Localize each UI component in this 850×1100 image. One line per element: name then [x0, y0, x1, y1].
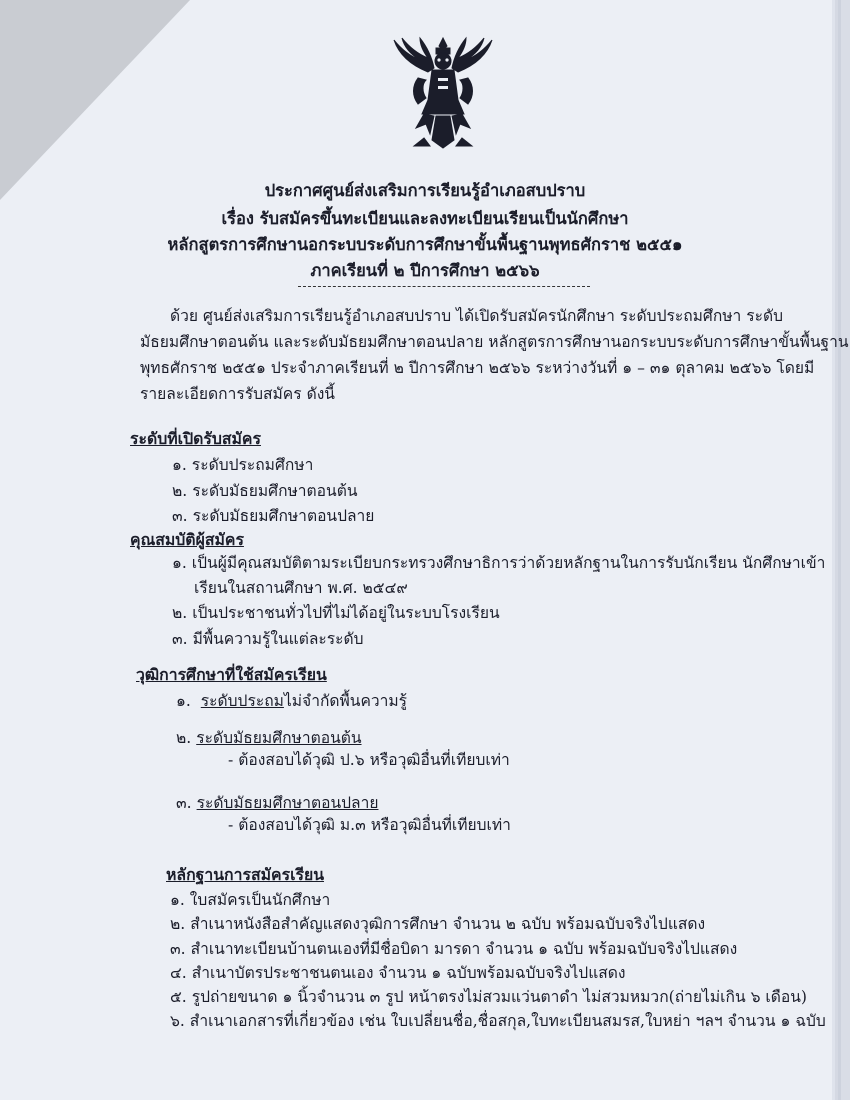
evidence-heading: หลักฐานการสมัครเรียน: [166, 865, 325, 884]
qualification-item: ๑. เป็นผู้มีคุณสมบัติตามระเบียบกระทรวงศึกษาธิการว่าด้วยหลักฐานในการรับนักเรียน นักศึกษาเข้า: [172, 554, 826, 572]
evidence-item: ๕. รูปถ่ายขนาด ๑ นิ้วจำนวน ๓ รูป หน้าตรงไม่สวมแว่นตาดำ ไม่สวมหมวก(ถ่ายไม่เกิน ๖ เดือน): [170, 988, 807, 1006]
education-item-1: [176, 688, 407, 713]
levels-heading: ระดับที่เปิดรับสมัคร: [130, 429, 261, 448]
announcement-subject: เรื่อง รับสมัครขึ้นทะเบียนและลงทะเบียนเรียนเป็นนักศึกษา: [221, 209, 629, 228]
evidence-item: ๑. ใบสมัครเป็นนักศึกษา: [170, 891, 331, 909]
item-number: ๑.: [176, 692, 191, 710]
evidence-item: ๖. สำเนาเอกสารที่เกี่ยวข้อง เช่น ใบเปลี่ยนชื่อ,ชื่อสกุล,ใบทะเบียนสมรส,ใบหย่า ฯลฯ จำนวน ๑ ฉบับ: [170, 1012, 826, 1030]
qualification-item: ๓. มีพื้นความรู้ในแต่ละระดับ: [172, 630, 364, 648]
item-number: ๒.: [176, 729, 192, 747]
item-label: ระดับมัธยมศึกษาตอนต้น: [196, 729, 362, 747]
folded-corner: [0, 0, 190, 200]
education-heading: วุฒิการศึกษาที่ใช้สมัครเรียน: [136, 665, 327, 684]
evidence-item: ๓. สำเนาทะเบียนบ้านตนเองที่มีชื่อบิดา มารดา จำนวน ๑ ฉบับ พร้อมฉบับจริงไปแสดง: [170, 940, 738, 958]
garuda-emblem-icon: [388, 34, 498, 152]
level-item: ๓. ระดับมัธยมศึกษาตอนปลาย: [172, 507, 375, 525]
qualifications-heading: คุณสมบัติผู้สมัคร: [130, 530, 244, 549]
level-item: ๒. ระดับมัธยมศึกษาตอนต้น: [172, 482, 358, 500]
evidence-item: ๒. สำเนาหนังสือสำคัญแสดงวุฒิการศึกษา จำนวน ๒ ฉบับ พร้อมฉบับจริงไปแสดง: [170, 915, 706, 933]
intro-line-1: ด้วย ศูนย์ส่งเสริมการเรียนรู้อำเภอสบปราบ ได้เปิดรับสมัครนักศึกษา ระดับประถมศึกษา ระดับ: [170, 307, 784, 325]
intro-line-2: มัธยมศึกษาตอนต้น และระดับมัธยมศึกษาตอนปลาย หลักสูตรการศึกษานอกระบบระดับการศึกษาขั้นพื้นฐาน: [140, 333, 849, 351]
education-note-3: - ต้องสอบได้วุฒิ ม.๓ หรือวุฒิอื่นที่เทียบเท่า: [228, 816, 511, 834]
intro-line-3: พุทธศักราช ๒๕๕๑ ประจำภาคเรียนที่ ๒ ปีการศึกษา ๒๕๖๖ ระหว่างวันที่ ๑ – ๓๑ ตุลาคม ๒๕๖๖ โดยมี: [140, 359, 815, 377]
item-label: ระดับมัธยมศึกษาตอนปลาย: [196, 794, 379, 812]
announcement-title: ประกาศศูนย์ส่งเสริมการเรียนรู้อำเภอสบปราบ: [264, 181, 586, 200]
qualification-item: ๒. เป็นประชาชนทั่วไปที่ไม่ได้อยู่ในระบบโรงเรียน: [172, 604, 500, 622]
item-label: ระดับประถม: [200, 692, 284, 710]
evidence-item: ๔. สำเนาบัตรประชาชนตนเอง จำนวน ๑ ฉบับพร้อมฉบับจริงไปแสดง: [170, 964, 626, 982]
level-item: ๑. ระดับประถมศึกษา: [172, 456, 314, 474]
curriculum-title: หลักสูตรการศึกษานอกระบบระดับการศึกษาขั้นพื้นฐานพุทธศักราช ๒๕๕๑: [167, 235, 683, 254]
item-number: ๓.: [176, 794, 192, 812]
semester-title: ภาคเรียนที่ ๒ ปีการศึกษา ๒๕๖๖: [310, 261, 540, 280]
qualification-item-continued: เรียนในสถานศึกษา พ.ศ. ๒๕๔๙: [194, 579, 408, 597]
education-note-2: - ต้องสอบได้วุฒิ ป.๖ หรือวุฒิอื่นที่เทียบเท่า: [228, 751, 510, 769]
item-detail: ไม่จำกัดพื้นความรู้: [283, 692, 408, 710]
divider: [298, 286, 590, 287]
intro-line-4: รายละเอียดการรับสมัคร ดังนี้: [140, 385, 335, 403]
